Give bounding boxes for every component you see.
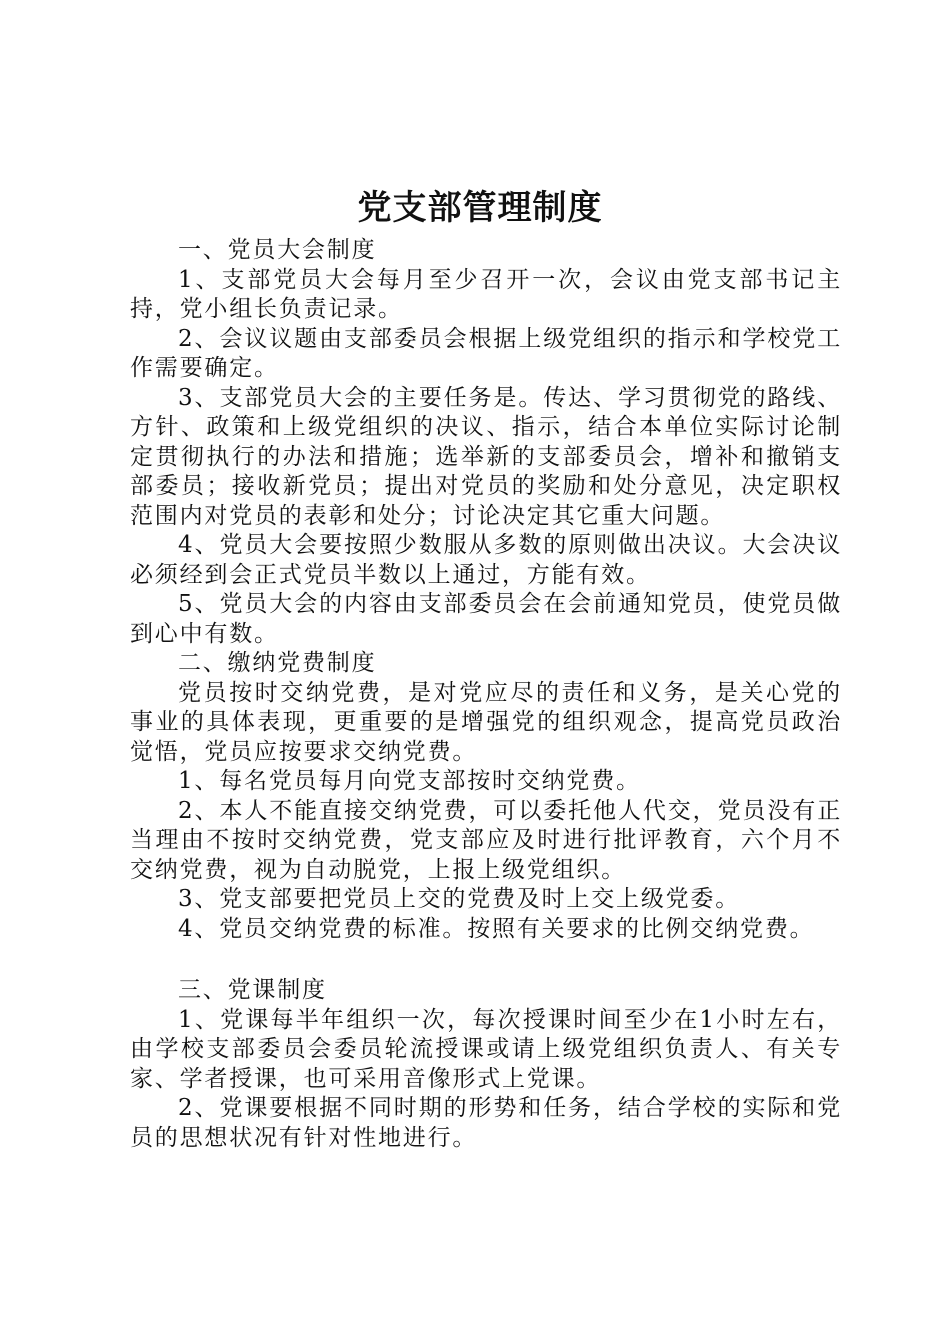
paragraph: 5、党员大会的内容由支部委员会在会前通知党员，使党员做到心中有数。	[130, 591, 842, 647]
paragraph: 2、党课要根据不同时期的形势和任务，结合学校的实际和党员的思想状况有针对性地进行。	[130, 1095, 842, 1151]
section-heading-party-lecture: 三、党课制度	[178, 977, 327, 1003]
section-heading-party-congress: 一、党员大会制度	[178, 237, 377, 263]
paragraph: 1、每名党员每月向党支部按时交纳党费。	[178, 768, 641, 794]
document-body	[130, 236, 842, 1153]
paragraph: 3、支部党员大会的主要任务是。传达、学习贯彻党的路线、方针、政策和上级党组织的决议、指示，结合本单位实际讨论制定贯彻执行的办法和措施；选举新的支部委员会，增补和撤销支部委员；接收新党员；提出对党员的奖励和处分意见，决定职权范围内对党员的表彰和处分；讨论决定其它重大问题。	[130, 384, 842, 529]
section-heading-party-dues: 二、缴纳党费制度	[178, 650, 377, 676]
paragraph: 2、本人不能直接交纳党费，可以委托他人代交，党员没有正当理由不按时交纳党费，党支部应及时进行批评教育，六个月不交纳党费，视为自动脱党，上报上级党组织。	[130, 797, 842, 883]
section-spacer	[130, 944, 842, 976]
paragraph: 党员按时交纳党费，是对党应尽的责任和义务，是关心党的事业的具体表现，更重要的是增强党的组织观念，提高党员政治觉悟，党员应按要求交纳党费。	[130, 679, 842, 765]
paragraph: 1、党课每半年组织一次，每次授课时间至少在1小时左右，由学校支部委员会委员轮流授课或请上级党组织负责人、有关专家、学者授课，也可采用音像形式上党课。	[130, 1006, 842, 1092]
paragraph: 4、党员交纳党费的标准。按照有关要求的比例交纳党费。	[178, 915, 815, 942]
paragraph: 1、支部党员大会每月至少召开一次，会议由党支部书记主持，党小组长负责记录。	[130, 266, 842, 322]
paragraph: 4、党员大会要按照少数服从多数的原则做出决议。大会决议必须经到会正式党员半数以上通过，方能有效。	[130, 532, 842, 588]
paragraph: 2、会议议题由支部委员会根据上级党组织的指示和学校党工作需要确定。	[130, 325, 842, 381]
paragraph: 3、党支部要把党员上交的党费及时上交上级党委。	[178, 886, 741, 912]
document-title: 党支部管理制度	[357, 188, 603, 228]
